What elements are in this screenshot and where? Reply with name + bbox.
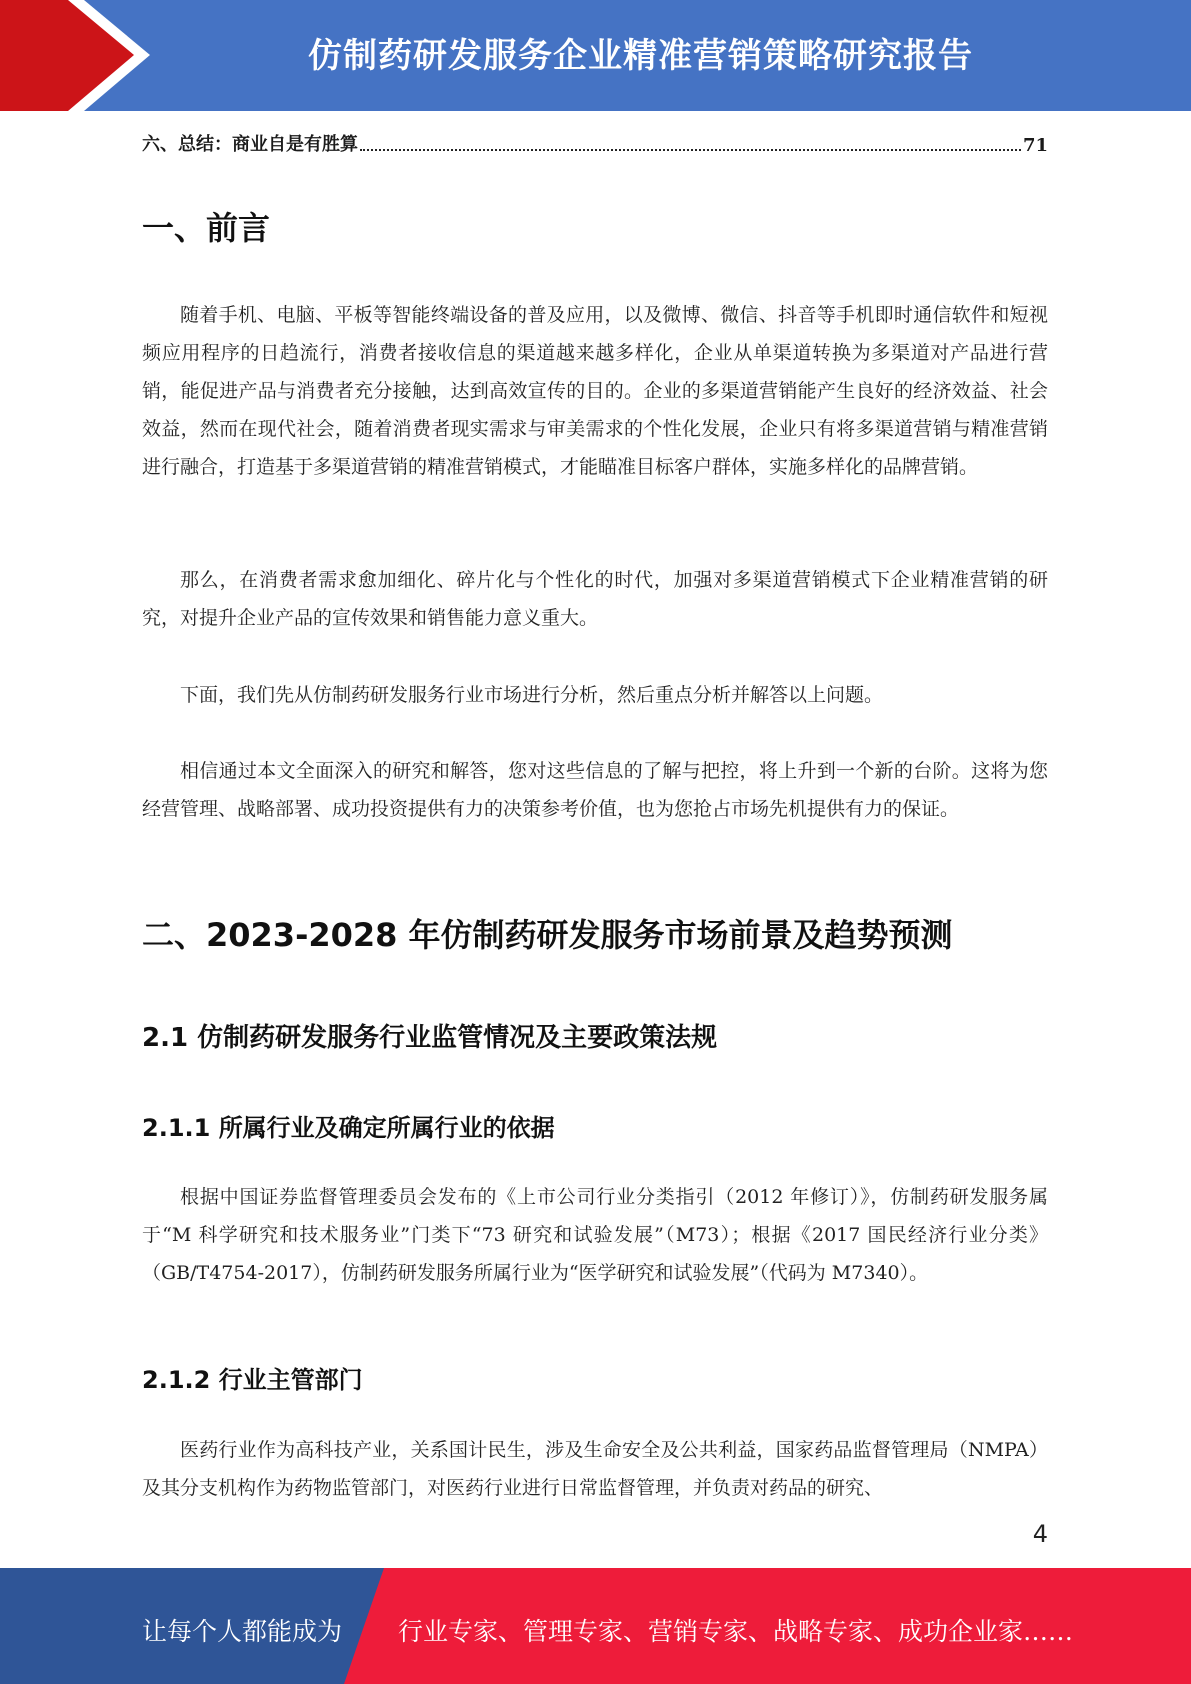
footer-slogan-right: 行业专家、管理专家、营销专家、战略专家、成功企业家…… [398,1617,1074,1646]
paragraph-industry-basis: 根据中国证券监督管理委员会发布的《上市公司行业分类指引（2012 年修订）》，仿制药研发服务属于“M 科学研究和技术服务业”门类下“73 研究和试验发展”（M73）；根据《2017 国民经济行业分类》（GB/T4754-2017），仿制药研发服务所属行业为“医学研究和试验发展”（代码为 M7340）。 [142,1186,1048,1284]
paragraph-preface-2: 那么，在消费者需求愈加细化、碎片化与个性化的时代，加强对多渠道营销模式下企业精准营销的研究，对提升企业产品的宣传效果和销售能力意义重大。 [142,569,1048,629]
paragraph-authority: 医药行业作为高科技产业，关系国计民生，涉及生命安全及公共利益，国家药品监督管理局（NMPA）及其分支机构作为药物监管部门，对医药行业进行日常监督管理，并负责对药品的研究、 [142,1439,1048,1499]
toc-leader-dots [360,149,1021,151]
section-heading-preface: 一、前言 [142,209,271,247]
toc-entry-label: 六、总结：商业自是有胜算 [142,134,358,155]
report-title: 仿制药研发服务企业精准营销策略研究报告 [308,36,973,76]
paragraph-preface-4: 相信通过本文全面深入的研究和解答，您对这些信息的了解与把控，将上升到一个新的台阶。这将为您经营管理、战略部署、成功投资提供有力的决策参考价值，也为您抢占市场先机提供有力的保证。 [142,760,1048,820]
page-header [0,0,1191,111]
toc-entry[interactable] [142,130,1048,156]
paragraph-preface-1: 随着手机、电脑、平板等智能终端设备的普及应用，以及微博、微信、抖音等手机即时通信软件和短视频应用程序的日趋流行，消费者接收信息的渠道越来越多样化，企业从单渠道转换为多渠道对产品进行营销，能促进产品与消费者充分接触，达到高效宣传的目的。企业的多渠道营销能产生良好的经济效益、社会效益，然而在现代社会，随着消费者现实需求与审美需求的个性化发展，企业只有将多渠道营销与精准营销进行融合，打造基于多渠道营销的精准营销模式，才能瞄准目标客户群体，实施多样化的品牌营销。 [142,304,1048,478]
header-arrow-icon [0,0,160,111]
subsection-heading-industry-basis: 2.1.1 所属行业及确定所属行业的依据 [142,1114,555,1142]
page-footer [0,1568,1191,1684]
subsection-heading-authority: 2.1.2 行业主管部门 [142,1366,363,1394]
paragraph-preface-3: 下面，我们先从仿制药研发服务行业市场进行分析，然后重点分析并解答以上问题。 [180,684,884,706]
section-heading-market-outlook: 二、2023-2028 年仿制药研发服务市场前景及趋势预测 [142,916,953,954]
page-number: 4 [1032,1520,1048,1548]
footer-slogan-left: 让每个人都能成为 [142,1617,343,1646]
subsection-heading-regulation: 2.1 仿制药研发服务行业监管情况及主要政策法规 [142,1023,718,1053]
toc-page-number: 71 [1022,135,1048,156]
